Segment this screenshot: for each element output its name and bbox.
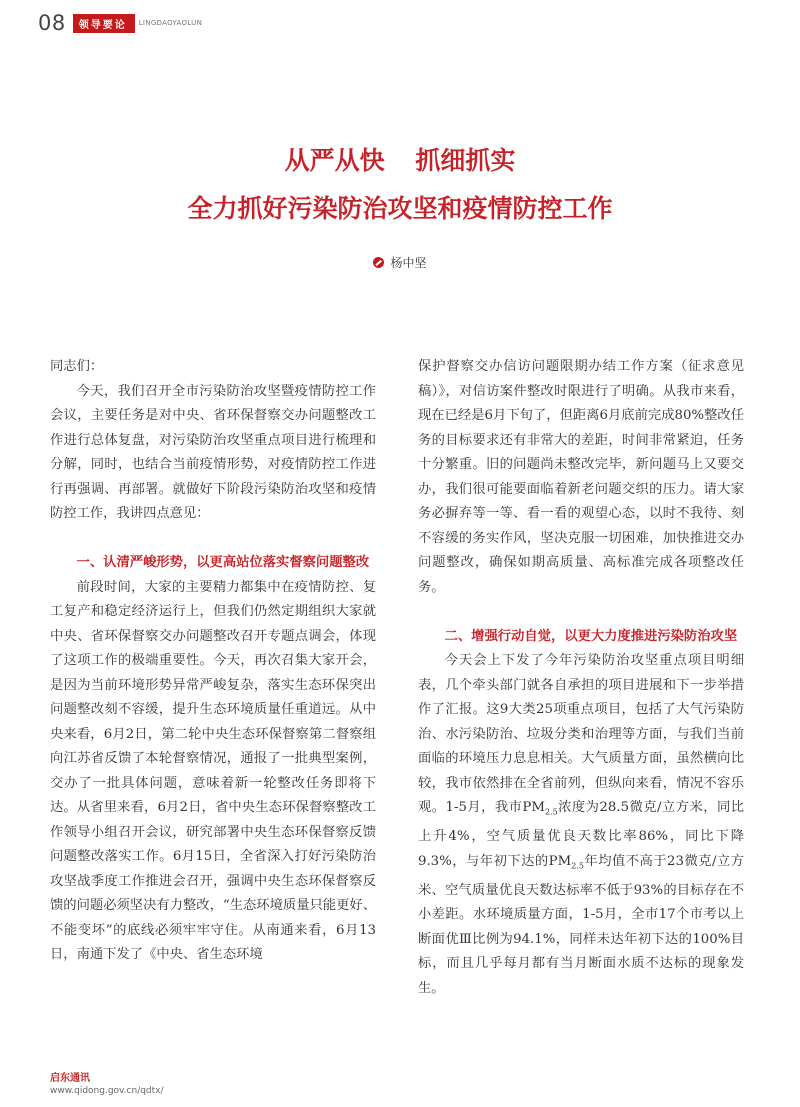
paragraph-text: 浓度为28.5微克/立方米，同比上升4%，空气质量优良天数比率86%，同比下降9.3%，与年初下达的PM [418, 800, 744, 869]
pm-subscript: 2.5 [544, 807, 558, 817]
author-name: 杨中坚 [390, 256, 427, 270]
section-heading-1: 一、认清严峻形势，以更高站位落实督察问题整改 [76, 555, 370, 570]
footer-brand: 启东通讯 [50, 1073, 90, 1084]
pm-subscript: 2.5 [571, 861, 584, 871]
pen-icon [373, 257, 384, 268]
footer-url: www.qidong.gov.cn/qdtx/ [50, 1086, 164, 1096]
body-paragraph-1-continued: 保护督察交办信访问题限期办结工作方案（征求意见稿）》，对信访案件整改时限进行了明确。从我市来看，现在已经是6月下旬了，但距离6月底前完成80%整改任务的目标要求还有非常大的差距，时间非常紧迫，任务十分繁重。旧的问题尚未整改完毕，新问题马上又要交办，我们很可能要面临着新老问题交织的压力。请大家务必摒弃等一等、看一看的观望心态，以时不我待、刻不容缓的务实作风，坚决克服一切困难，加快推进交办问题整改，确保如期高质量、高标准完成各项整改任务。 [418, 359, 744, 595]
intro-paragraph: 今天，我们召开全市污染防治攻坚暨疫情防控工作会议，主要任务是对中央、省环保督察交办问题整改工作进行总体复盘，对污染防治攻坚重点项目进行梳理和分解，同时，也结合当前疫情形势，对疫情防控工作进行再强调、再部署。就做好下阶段污染防治攻坚和疫情防控工作，我讲四点意见： [50, 383, 376, 521]
page-number: 08 [38, 11, 66, 35]
right-column [418, 355, 744, 1001]
paragraph-text: 年均值不高于23微克/立方米、空气质量优良天数达标率不低于93%的目标存在不小差距。水环境质量方面，1-5月，全市17个市考以上断面优Ⅲ比例为94.1%，同样未达年初下达的100%目标，而且几乎每月都有当月断面水质不达标的现象发生。 [418, 853, 745, 996]
title-line-1: 从严从快 抓细抓实 [284, 146, 516, 175]
left-column [50, 355, 376, 968]
salutation: 同志们： [50, 359, 104, 374]
title-line-2: 全力抓好污染防治攻坚和疫情防控工作 [187, 194, 613, 223]
article-title [0, 143, 800, 226]
page-footer [50, 1072, 164, 1097]
author-byline [0, 254, 800, 271]
body-paragraph-2 [418, 649, 744, 1001]
section-pinyin: LINGDAOYAOLUN [138, 19, 203, 27]
section-heading-2: 二、增强行动自觉，以更大力度推进污染防治攻坚 [444, 628, 738, 644]
section-tag: 领导要论 [73, 14, 135, 33]
paragraph-text: 今天会上下发了今年污染防治攻坚重点项目明细表，几个牵头部门就各自承担的项目进展和下一步举措作了汇报。这9大类25项重点项目，包括了大气污染防治、水污染防治、垃圾分类和治理等方面，与我们当前面临的环境压力息息相关。大气质量方面，虽然横向比较，我市依然排在全省前列，但纵向来看，情况不容乐观。1-5月，我市PM [418, 653, 744, 815]
body-paragraph-1: 前段时间，大家的主要精力都集中在疫情防控、复工复产和稳定经济运行上，但我们仍然定期组织大家就中央、省环保督察交办问题整改召开专题点调会，体现了这项工作的极端重要性。今天，再次召集大家开会，是因为当前环境形势异常严峻复杂，落实生态环保突出问题整改刻不容缓，提升生态环境质量任重道远。从中央来看，6月2日，第二轮中央生态环保督察第二督察组向江苏省反馈了本轮督察情况，通报了一批典型案例，交办了一批具体问题，意味着新一轮整改任务即将下达。从省里来看，6月2日，省中央生态环保督察整改工作领导小组召开会议，研究部署中央生态环保督察反馈问题整改落实工作。6月15日，全省深入打好污染防治攻坚战季度工作推进会召开，强调中央生态环保督察反馈的问题必须坚决有力整改，“生态环境质量只能更好、不能变坏”的底线必须牢牢守住。从南通来看，6月13日，南通下发了《中央、省生态环境 [50, 579, 376, 962]
page-header [38, 8, 202, 38]
